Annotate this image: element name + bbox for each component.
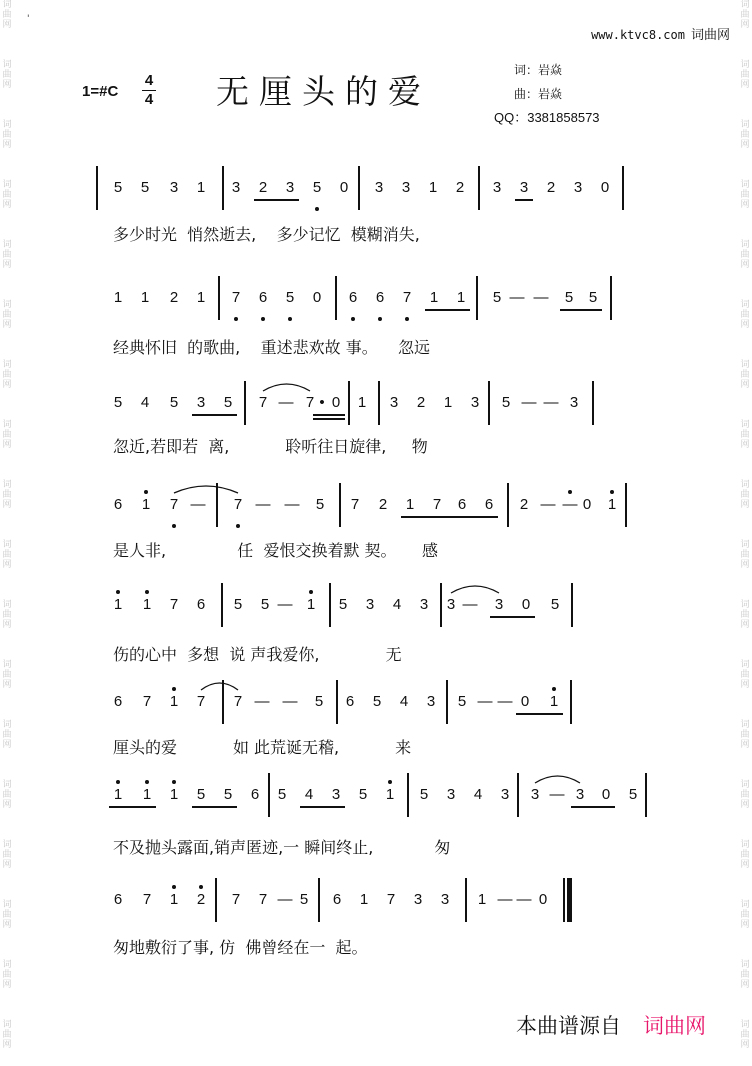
note: 5 [338,596,348,613]
note: 5 [550,596,560,613]
note: 1 [477,891,487,908]
note: 7 [233,693,243,710]
note: — [277,891,293,908]
note: 1 [169,786,179,803]
note: 1 [359,891,369,908]
watermark: 词曲网 [740,600,750,630]
watermark: 词曲网 [740,120,750,150]
note: 5 [169,394,179,411]
note: 2 [169,289,179,306]
watermark: 词曲网 [740,60,750,90]
note: 5 [113,394,123,411]
source-text: 本曲谱源自 [516,1014,621,1038]
note: — [254,693,270,710]
lyric-line: 厘头的爱 如 此荒诞无稽, 来 [113,738,412,757]
note: 4 [304,786,314,803]
note: 0 [331,394,341,411]
watermark: 词曲网 [2,960,12,990]
watermark: 词曲网 [2,420,12,450]
note: — [533,289,549,306]
watermark: 词曲网 [2,540,12,570]
note: 6 [258,289,268,306]
note: 7 [402,289,412,306]
note: 3 [285,179,295,196]
note: 0 [339,179,349,196]
note: 3 [401,179,411,196]
lyric-line: 忽近,若即若 离, 聆听往日旋律, 物 [113,437,428,456]
watermark: 词曲网 [740,960,750,990]
note: 6 [332,891,342,908]
note: — [190,496,206,513]
watermark: 词曲网 [2,480,12,510]
time-signature-bottom: 4 [144,91,154,108]
note: — [516,891,532,908]
time-signature-top: 4 [142,72,156,91]
note: — [284,496,300,513]
note: 7 [231,891,241,908]
watermark: 词曲网 [2,300,12,330]
tie-slur [174,486,238,493]
note: 6 [113,496,123,513]
note: 0 [600,179,610,196]
note: 3 [500,786,510,803]
note: 7 [142,693,152,710]
note: — [278,394,294,411]
note: 1 [357,394,367,411]
note: 1 [549,693,559,710]
note: 3 [231,179,241,196]
lyric-line: 匆地敷衍了事, 仿 佛曾经在一 起。 [113,938,368,957]
lyric-line: 多少时光 悄然逝去, 多少记忆 模糊消失, [113,225,420,244]
note: 5 [260,596,270,613]
note: 3 [331,786,341,803]
note: 1 [169,693,179,710]
lyric-line: 伤的心中 多想 说 声我爱你, 无 [113,645,402,664]
note: 5 [312,179,322,196]
note: 5 [223,786,233,803]
lyric-line: 经典怀旧 的歌曲, 重述悲欢故 事。 忽远 [113,338,431,357]
note: — [509,289,525,306]
note: 7 [258,891,268,908]
watermark: 词曲网 [2,120,12,150]
watermark: 词曲网 [740,900,750,930]
note: 7 [350,496,360,513]
note: 2 [416,394,426,411]
note: 4 [392,596,402,613]
watermark: 词曲网 [740,660,750,690]
note: 6 [345,693,355,710]
note: • [319,394,325,411]
note: 7 [258,394,268,411]
watermark: 词曲网 [740,180,750,210]
note: 5 [492,289,502,306]
note: 5 [233,596,243,613]
lyricist: 词：岩焱 [514,63,563,77]
note: 3 [530,786,540,803]
note: 5 [223,394,233,411]
watermark: 词曲网 [740,0,750,30]
watermark: 词曲网 [740,780,750,810]
composer: 曲：岩焱 [514,87,563,101]
source-footer [516,1010,706,1040]
note: 6 [484,496,494,513]
note: 3 [389,394,399,411]
note: 1 [141,496,151,513]
note: — [255,496,271,513]
watermark: 词曲网 [740,1020,750,1050]
note: 3 [196,394,206,411]
note: 2 [378,496,388,513]
watermark: 词曲网 [2,780,12,810]
note: 0 [520,693,530,710]
watermark: 词曲网 [740,720,750,750]
note: 5 [314,693,324,710]
note: 2 [258,179,268,196]
note: 1 [428,179,438,196]
note: 6 [457,496,467,513]
note: 1 [142,786,152,803]
note: 1 [443,394,453,411]
note: 0 [538,891,548,908]
note: 5 [372,693,382,710]
watermark: 词曲网 [2,360,12,390]
watermark: 词曲网 [2,0,12,30]
watermark: 词曲网 [740,240,750,270]
note: — [521,394,537,411]
note: 5 [285,289,295,306]
note: 2 [546,179,556,196]
note: 1 [196,179,206,196]
note: 1 [113,289,123,306]
note: 6 [196,596,206,613]
watermark: 词曲网 [2,600,12,630]
watermark: 词曲网 [740,360,750,390]
watermark: 词曲网 [740,840,750,870]
note: 7 [169,496,179,513]
tie-slur [201,683,238,690]
note: 1 [405,496,415,513]
note: 0 [601,786,611,803]
watermark: 词曲网 [2,240,12,270]
note: — [462,596,478,613]
note: — [497,693,513,710]
note: 3 [573,179,583,196]
note: — [497,891,513,908]
note: 7 [432,496,442,513]
note: — [282,693,298,710]
note: 3 [365,596,375,613]
note: 1 [196,289,206,306]
tie-slur [263,384,310,391]
note: 7 [386,891,396,908]
note: 1 [306,596,316,613]
song-title: 无厘头的爱 [216,72,431,111]
note: 7 [231,289,241,306]
note: — [477,693,493,710]
site-name: 词曲网 [690,28,730,43]
note: 1 [429,289,439,306]
note: — [540,496,556,513]
note: 6 [113,891,123,908]
note: 1 [385,786,395,803]
note: 5 [113,179,123,196]
note: 2 [519,496,529,513]
note: 6 [348,289,358,306]
note: 3 [575,786,585,803]
note: 5 [457,693,467,710]
note: 7 [233,496,243,513]
note: 2 [455,179,465,196]
source-brand[interactable]: 词曲网 [643,1014,706,1038]
note: 7 [196,693,206,710]
note: 3 [440,891,450,908]
note: 3 [494,596,504,613]
note: 5 [588,289,598,306]
watermark: 词曲网 [2,840,12,870]
note: 3 [419,596,429,613]
note: 1 [607,496,617,513]
note: 5 [277,786,287,803]
note: — [543,394,559,411]
note: 0 [521,596,531,613]
note: 5 [299,891,309,908]
note: 1 [113,596,123,613]
note: 3 [413,891,423,908]
note: 5 [315,496,325,513]
note: 2 [196,891,206,908]
note: 6 [113,693,123,710]
site-url[interactable]: www.ktvc8.com [591,28,685,42]
note: 4 [399,693,409,710]
note: 1 [456,289,466,306]
note: 5 [628,786,638,803]
note: 3 [569,394,579,411]
note: 5 [358,786,368,803]
lyric-line: 不及抛头露面,销声匿迹,一 瞬间终止, 匆 [113,838,451,857]
note: 6 [375,289,385,306]
note: — [549,786,565,803]
key-signature: 1=#C [82,83,119,100]
watermark: 词曲网 [2,180,12,210]
watermark: 词曲网 [2,900,12,930]
note: 5 [196,786,206,803]
watermark: 词曲网 [2,660,12,690]
note: 5 [564,289,574,306]
note: — [277,596,293,613]
note: 4 [140,394,150,411]
lyric-line: 是人非, 任 爱恨交换着默 契。 感 [113,541,438,560]
watermark: 词曲网 [740,540,750,570]
note: 0 [312,289,322,306]
note: 0 [582,496,592,513]
note: 3 [374,179,384,196]
watermark: 词曲网 [740,420,750,450]
note: 3 [426,693,436,710]
note: 3 [492,179,502,196]
note: 5 [501,394,511,411]
note: 3 [446,596,456,613]
note: 4 [473,786,483,803]
watermark: 词曲网 [740,480,750,510]
top-mark: ' [27,14,30,24]
note: 7 [169,596,179,613]
note: 3 [470,394,480,411]
note: — [562,496,578,513]
qq-number: QQ：3381858573 [494,110,600,125]
note: 3 [446,786,456,803]
note: 3 [519,179,529,196]
tie-slur [535,776,580,783]
note: 1 [140,289,150,306]
note: 7 [142,891,152,908]
note: 1 [169,891,179,908]
watermark: 词曲网 [2,1020,12,1050]
note: 5 [419,786,429,803]
watermark: 词曲网 [2,60,12,90]
note: 1 [142,596,152,613]
note: 5 [140,179,150,196]
watermark: 词曲网 [740,300,750,330]
tie-slur [451,586,499,593]
note: 6 [250,786,260,803]
note: 3 [169,179,179,196]
note: 1 [113,786,123,803]
watermark: 词曲网 [2,720,12,750]
note: 7 [305,394,315,411]
